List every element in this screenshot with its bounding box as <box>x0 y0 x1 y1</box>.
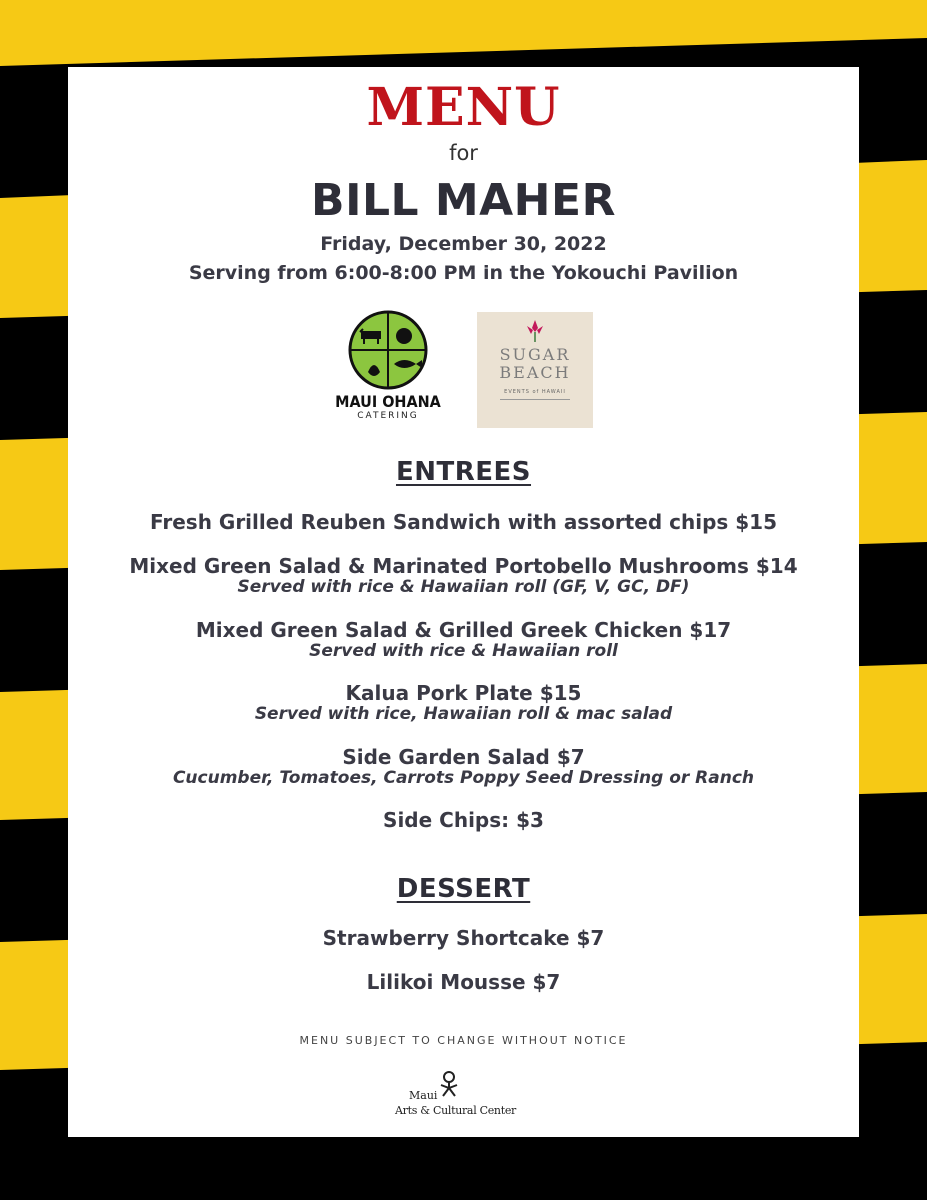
maui-ohana-name: MAUI OHANA <box>335 392 441 411</box>
sugar-beach-divider <box>500 399 570 400</box>
entree-item-description: Cucumber, Tomatoes, Carrots Poppy Seed Dressing or Ranch <box>172 768 755 788</box>
entree-item-name: Fresh Grilled Reuben Sandwich with assorted chips $15 <box>149 510 778 534</box>
sugar-beach-subtitle: EVENTS of HAWAII <box>504 389 566 395</box>
menu-title: MENU <box>366 77 561 138</box>
sugar-beach-line2: BEACH <box>499 363 571 382</box>
mac-maui-text: Maui <box>409 1089 438 1102</box>
maui-arts-cultural-center-logo <box>395 1071 530 1125</box>
maui-ohana-subtitle: CATERING <box>357 411 419 421</box>
entree-item-name: Side Chips: $3 <box>383 808 544 832</box>
dessert-heading: DESSERT <box>396 874 531 904</box>
menu-change-notice: MENU SUBJECT TO CHANGE WITHOUT NOTICE <box>299 1034 628 1047</box>
entree-item-name: Kalua Pork Plate $15 <box>345 681 582 705</box>
menu-card <box>68 67 859 1137</box>
for-label: for <box>449 141 478 165</box>
mac-arts-text: Arts & Cultural Center <box>395 1104 517 1117</box>
maui-ohana-catering-logo <box>332 310 444 430</box>
entree-item-description: Served with rice & Hawaiian roll <box>309 641 618 661</box>
entree-item-description: Served with rice & Hawaiian roll (GF, V, GC, DF) <box>237 577 690 597</box>
maui-ohana-circle-icon <box>348 310 428 390</box>
entree-item-description: Served with rice, Hawaiian roll & mac salad <box>254 704 673 724</box>
entree-item-name: Side Garden Salad $7 <box>342 745 585 769</box>
guest-name: BILL MAHER <box>311 175 616 226</box>
dessert-item-name: Strawberry Shortcake $7 <box>322 926 605 950</box>
sugar-beach-line1: SUGAR <box>499 345 571 364</box>
event-date: Friday, December 30, 2022 <box>320 233 607 255</box>
sugar-beach-logo <box>477 312 593 428</box>
flower-icon <box>525 318 545 342</box>
entree-item-name: Mixed Green Salad & Grilled Greek Chicken $17 <box>195 618 732 642</box>
entrees-heading: ENTREES <box>395 457 532 487</box>
figure-icon <box>438 1071 460 1097</box>
entree-item-name: Mixed Green Salad & Marinated Portobello Mushrooms $14 <box>129 554 798 578</box>
dessert-item-name: Lilikoi Mousse $7 <box>366 970 561 994</box>
event-serving-time: Serving from 6:00-8:00 PM in the Yokouchi Pavilion <box>188 262 739 284</box>
